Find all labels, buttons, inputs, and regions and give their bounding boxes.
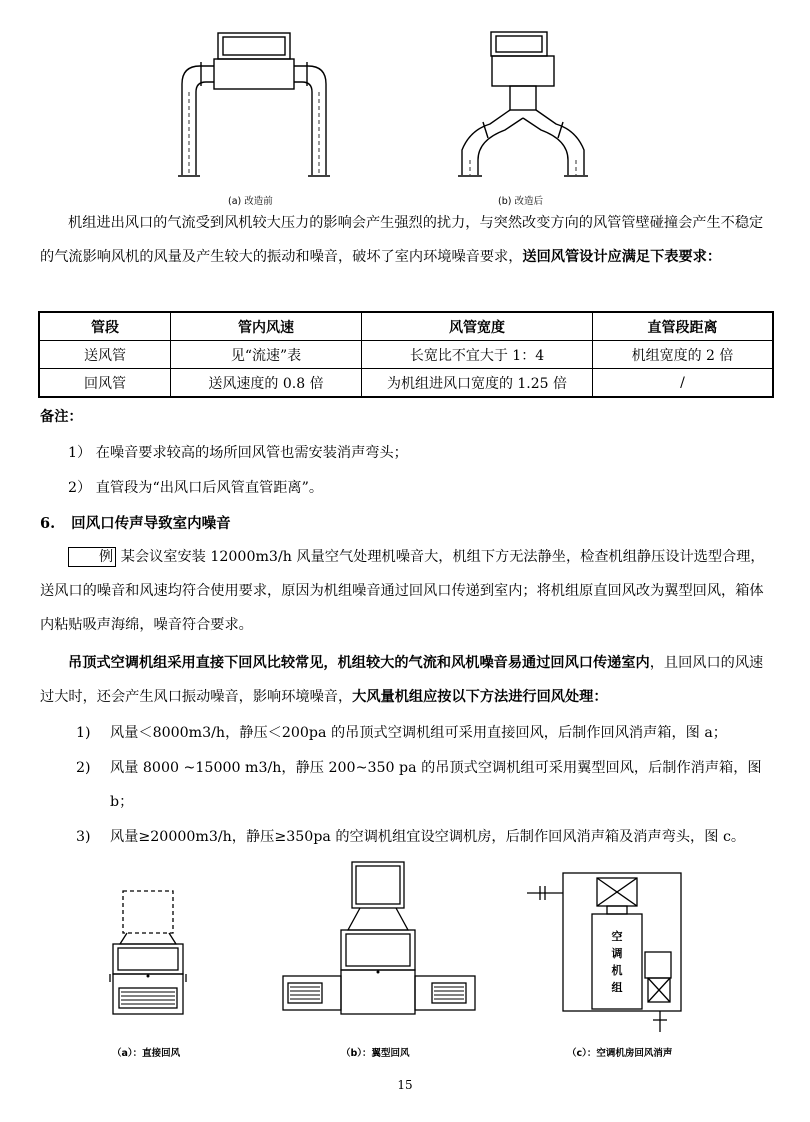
table-cell: / <box>593 369 774 398</box>
table-row <box>39 341 773 369</box>
figure-a-caption: (a) 改造前 <box>228 196 273 207</box>
paragraph-bold-text: 送回风管设计应满足下表要求： <box>522 249 722 265</box>
table-header: 风管宽度 <box>362 312 593 341</box>
example-paragraph <box>40 540 775 642</box>
figure-c-caption: （c）：空调机房回风消声 <box>567 1048 673 1059</box>
table-cell: 送风速度的 0.8 倍 <box>171 369 362 398</box>
example-tag: 例 <box>68 547 116 567</box>
paragraph-text: ，且回风口的风速过大时，还会产生风口振动噪音，影响环境噪音， <box>40 655 764 705</box>
method-number: 3) <box>76 829 91 845</box>
method-text: 风量 8000 ~15000 m3/h，静压 200~350 pa 的吊顶式空调机组可采用翼型回风，后制作消声箱，图 b； <box>110 760 762 810</box>
ahu-label-char: 空 <box>611 930 623 943</box>
note-item: 1） 在噪音要求较高的场所回风管也需安装消声弯头； <box>68 445 408 461</box>
table-header: 管内风速 <box>171 312 362 341</box>
paragraph-duct-requirements <box>40 206 775 274</box>
notes-title: 备注： <box>40 409 83 425</box>
paragraph-bold-text: 吊顶式空调机组采用直接下回风比较常见，机组较大的气流和风机噪音易通过回风口传递室内 <box>68 655 650 671</box>
page-number: 15 <box>397 1078 413 1092</box>
example-text: 某会议室安装 12000m3/h 风量空气处理机噪音大，机组下方无法静坐，检查机组静压设计选型合理，送风口的噪音和风速均符合使用要求，原因为机组噪音通过回风口传递到室内；将机组原直回风改为翼型回风，箱体内粘贴吸声海绵，噪音符合要求。 <box>40 549 765 633</box>
ahu-label-char: 机 <box>611 964 623 977</box>
section-number: 6. <box>40 515 56 532</box>
table-header-row <box>39 312 773 341</box>
ahu-label-char: 组 <box>611 981 623 994</box>
paragraph-bold-text: 大风量机组应按以下方法进行回风处理： <box>352 689 608 705</box>
ahu-label-char: 调 <box>611 947 623 960</box>
method-number: 2) <box>76 760 91 776</box>
section-heading <box>40 507 231 541</box>
ahu-label <box>604 928 630 996</box>
figure-before-retrofit <box>0 0 810 200</box>
table-cell: 送风管 <box>39 341 171 369</box>
paragraph-return-air <box>40 646 775 714</box>
duct-spec-table <box>38 311 774 398</box>
figure-a-caption: （a）：直接回风 <box>112 1048 181 1059</box>
figure-b-caption: (b) 改造后 <box>498 196 543 207</box>
table-header: 直管段距离 <box>593 312 774 341</box>
paragraph-text: 机组进出风口的气流受到风机较大压力的影响会产生强烈的扰力，与突然改变方向的风管管壁碰撞会产生不稳定的气流影响风机的风量及产生较大的振动和噪音，破坏了室内环境噪音要求， <box>40 215 764 265</box>
section-title: 回风口传声导致室内噪音 <box>71 515 231 532</box>
table-header: 管段 <box>39 312 171 341</box>
table-cell: 长宽比不宜大于 1：4 <box>362 341 593 369</box>
note-item: 2） 直管段为“出风口后风管直管距离”。 <box>68 480 324 496</box>
table-row <box>39 369 773 398</box>
table-cell: 机组宽度的 2 倍 <box>593 341 774 369</box>
table-cell: 见“流速”表 <box>171 341 362 369</box>
table-cell: 为机组进风口宽度的 1.25 倍 <box>362 369 593 398</box>
method-text: 风量＜8000m3/h，静压＜200pa 的吊顶式空调机组可采用直接回风，后制作回风消声箱，图 a； <box>110 725 727 741</box>
table-cell: 回风管 <box>39 369 171 398</box>
method-number: 1) <box>76 725 91 741</box>
method-text: 风量≥20000m3/h，静压≥350pa 的空调机组宜设空调机房，后制作回风消声箱及消声弯头，图 c。 <box>110 829 746 845</box>
figure-b-caption: （b）：翼型回风 <box>341 1048 410 1059</box>
